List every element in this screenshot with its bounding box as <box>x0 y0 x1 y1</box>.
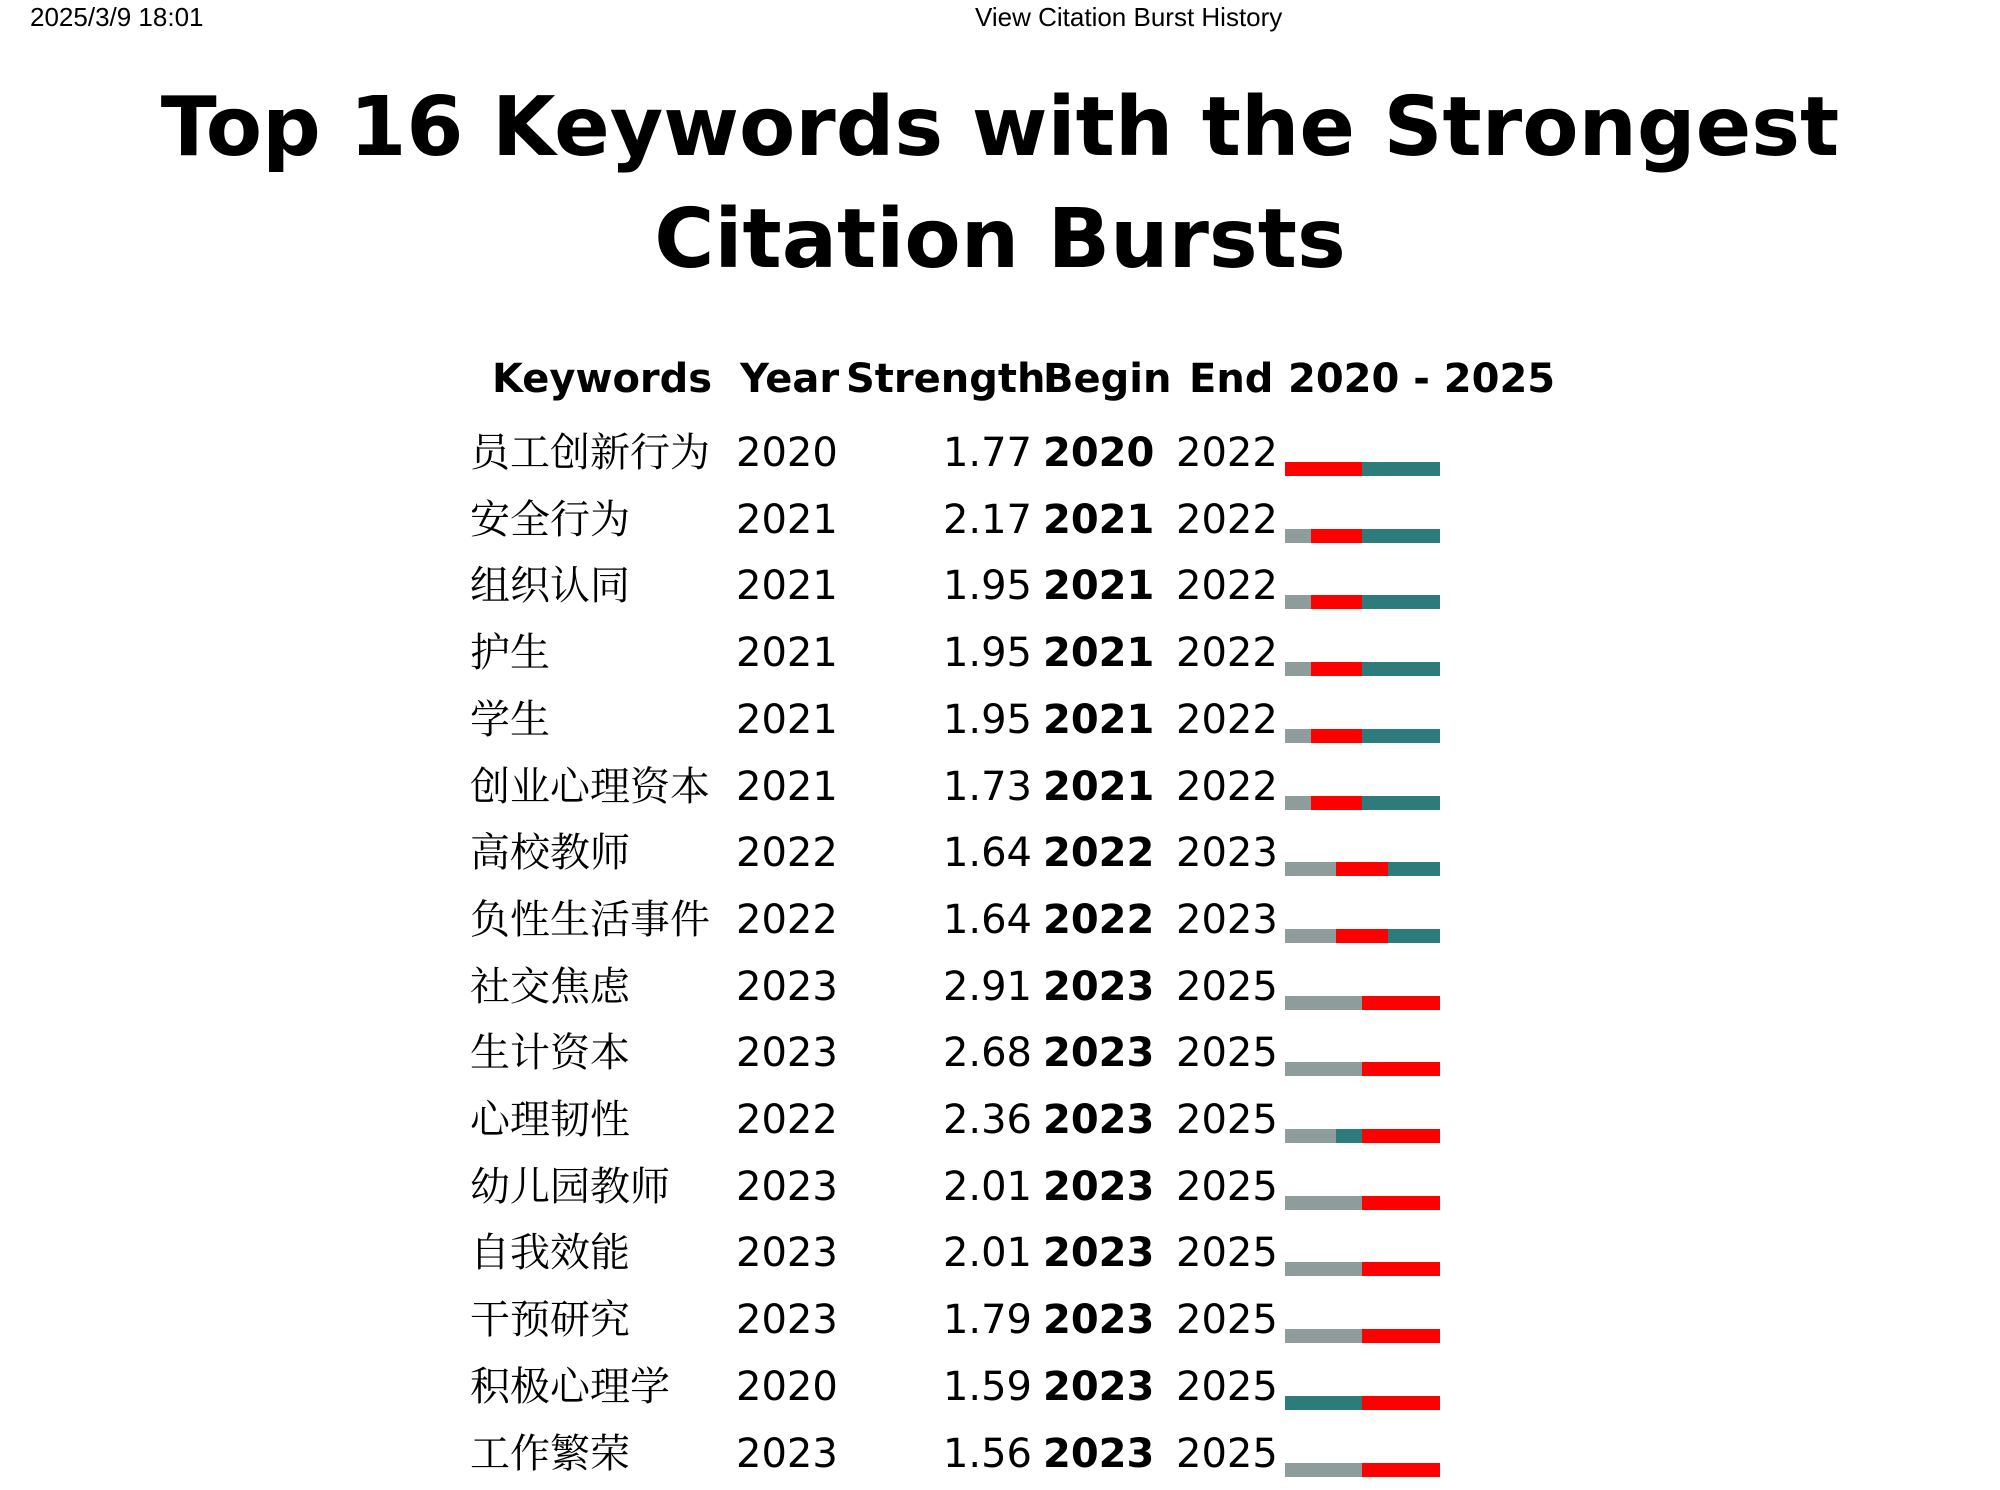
burst-segment <box>1414 1062 1440 1076</box>
burst-segment <box>1362 996 1388 1010</box>
active-segment <box>1362 729 1388 743</box>
year-cell: 2021 <box>736 496 838 543</box>
print-date: 2025/3/9 18:01 <box>30 2 204 32</box>
burst-segment <box>1388 996 1414 1010</box>
burst-segment <box>1362 1062 1388 1076</box>
keyword-cell: 安全行为 <box>470 496 630 543</box>
keyword-cell: 自我效能 <box>470 1230 630 1277</box>
end-cell: 2022 <box>1176 496 1278 543</box>
inactive-segment <box>1285 729 1311 743</box>
year-cell: 2021 <box>736 630 838 677</box>
year-cell: 2020 <box>736 1363 838 1410</box>
inactive-segment <box>1311 1129 1337 1143</box>
active-segment <box>1414 796 1440 810</box>
begin-cell: 2021 <box>1043 496 1155 543</box>
strength-cell: 1.56 <box>942 1430 1032 1477</box>
inactive-segment <box>1311 996 1337 1010</box>
burst-segment <box>1414 996 1440 1010</box>
active-segment <box>1362 529 1388 543</box>
burst-segment <box>1362 929 1388 943</box>
inactive-segment <box>1336 1463 1362 1477</box>
inactive-segment <box>1285 1262 1311 1276</box>
burst-segment <box>1388 1129 1414 1143</box>
begin-cell: 2020 <box>1043 430 1155 476</box>
active-segment <box>1414 729 1440 743</box>
keyword-cell: 学生 <box>470 696 550 743</box>
burst-segment <box>1388 1396 1414 1410</box>
year-cell: 2023 <box>736 1297 838 1344</box>
year-cell: 2022 <box>736 896 838 943</box>
strength-cell: 1.64 <box>942 896 1032 943</box>
burst-segment <box>1388 1196 1414 1210</box>
end-cell: 2025 <box>1176 963 1278 1010</box>
burst-segment <box>1388 1062 1414 1076</box>
inactive-segment <box>1285 595 1311 609</box>
column-header-end: End <box>1189 356 1274 402</box>
column-header-range: 2020 - 2025 <box>1288 356 1556 402</box>
active-segment <box>1388 862 1414 876</box>
inactive-segment <box>1336 1329 1362 1343</box>
strength-cell: 2.01 <box>942 1230 1032 1277</box>
chart-title-line-1: Top 16 Keywords with the Strongest <box>160 80 1840 175</box>
begin-cell: 2023 <box>1043 1163 1155 1210</box>
burst-segment <box>1362 1262 1388 1276</box>
active-segment <box>1336 1396 1362 1410</box>
inactive-segment <box>1285 862 1311 876</box>
strength-cell: 1.95 <box>942 563 1032 610</box>
keyword-cell: 高校教师 <box>470 830 630 877</box>
active-segment <box>1388 796 1414 810</box>
burst-segment <box>1311 729 1337 743</box>
inactive-segment <box>1311 1196 1337 1210</box>
keyword-cell: 生计资本 <box>470 1030 630 1077</box>
begin-cell: 2023 <box>1043 963 1155 1010</box>
keyword-cell: 员工创新行为 <box>470 430 710 476</box>
begin-cell: 2022 <box>1043 896 1155 943</box>
burst-segment <box>1362 1463 1388 1477</box>
burst-segment <box>1414 1396 1440 1410</box>
end-cell: 2025 <box>1176 1163 1278 1210</box>
burst-segment <box>1362 862 1388 876</box>
active-segment <box>1388 595 1414 609</box>
strength-cell: 1.73 <box>942 763 1032 810</box>
active-segment <box>1362 662 1388 676</box>
active-segment <box>1311 1396 1337 1410</box>
active-segment <box>1414 862 1440 876</box>
burst-segment <box>1362 1196 1388 1210</box>
inactive-segment <box>1285 1129 1311 1143</box>
column-header-year: Year <box>740 356 840 402</box>
burst-segment <box>1336 662 1362 676</box>
keyword-cell: 工作繁荣 <box>470 1430 630 1477</box>
end-cell: 2022 <box>1176 630 1278 677</box>
active-segment <box>1362 462 1388 476</box>
burst-segment <box>1414 1196 1440 1210</box>
year-cell: 2023 <box>736 1230 838 1277</box>
begin-cell: 2021 <box>1043 630 1155 677</box>
active-segment <box>1388 729 1414 743</box>
end-cell: 2025 <box>1176 1097 1278 1143</box>
year-cell: 2023 <box>736 1163 838 1210</box>
strength-cell: 1.95 <box>942 696 1032 743</box>
burst-segment <box>1311 462 1337 476</box>
keyword-cell: 幼儿园教师 <box>470 1163 670 1210</box>
active-segment <box>1336 1129 1362 1143</box>
strength-cell: 1.79 <box>942 1297 1032 1344</box>
year-cell: 2020 <box>736 430 838 476</box>
active-segment <box>1362 595 1388 609</box>
inactive-segment <box>1285 1062 1311 1076</box>
begin-cell: 2023 <box>1043 1363 1155 1410</box>
begin-cell: 2021 <box>1043 696 1155 743</box>
keyword-cell: 心理韧性 <box>470 1097 630 1143</box>
burst-segment <box>1388 1262 1414 1276</box>
burst-segment <box>1311 662 1337 676</box>
year-cell: 2023 <box>736 963 838 1010</box>
year-cell: 2021 <box>736 563 838 610</box>
strength-cell: 2.68 <box>942 1030 1032 1077</box>
end-cell: 2025 <box>1176 1030 1278 1077</box>
begin-cell: 2023 <box>1043 1030 1155 1077</box>
begin-cell: 2023 <box>1043 1297 1155 1344</box>
end-cell: 2023 <box>1176 830 1278 877</box>
burst-segment <box>1414 1129 1440 1143</box>
year-cell: 2021 <box>736 696 838 743</box>
strength-cell: 2.17 <box>942 496 1032 543</box>
end-cell: 2025 <box>1176 1297 1278 1344</box>
column-header-keywords: Keywords <box>492 356 713 402</box>
strength-cell: 1.77 <box>942 430 1032 476</box>
burst-segment <box>1388 1463 1414 1477</box>
strength-cell: 2.36 <box>942 1097 1032 1143</box>
chart-title <box>150 72 1850 296</box>
active-segment <box>1414 929 1440 943</box>
inactive-segment <box>1285 1463 1311 1477</box>
inactive-segment <box>1336 1196 1362 1210</box>
active-segment <box>1388 929 1414 943</box>
end-cell: 2022 <box>1176 563 1278 610</box>
inactive-segment <box>1285 662 1311 676</box>
end-cell: 2022 <box>1176 696 1278 743</box>
active-segment <box>1388 529 1414 543</box>
inactive-segment <box>1285 1329 1311 1343</box>
print-page-title: View Citation Burst History <box>975 2 1283 32</box>
inactive-segment <box>1285 996 1311 1010</box>
year-cell: 2021 <box>736 763 838 810</box>
strength-cell: 2.91 <box>942 963 1032 1010</box>
keyword-cell: 护生 <box>470 630 550 677</box>
column-header-strength: Strength <box>846 356 1046 402</box>
keyword-cell: 社交焦虑 <box>470 963 630 1010</box>
chart-title-line-2: Citation Bursts <box>654 192 1346 287</box>
strength-cell: 1.59 <box>942 1363 1032 1410</box>
burst-segment <box>1362 1129 1388 1143</box>
active-segment <box>1414 662 1440 676</box>
begin-cell: 2021 <box>1043 563 1155 610</box>
begin-cell: 2022 <box>1043 830 1155 877</box>
burst-segment <box>1362 1396 1388 1410</box>
end-cell: 2022 <box>1176 430 1278 476</box>
column-header-begin: Begin <box>1043 356 1172 402</box>
active-segment <box>1414 462 1440 476</box>
keyword-cell: 创业心理资本 <box>470 763 710 810</box>
active-segment <box>1388 662 1414 676</box>
inactive-segment <box>1336 996 1362 1010</box>
burst-segment <box>1285 462 1311 476</box>
inactive-segment <box>1311 1262 1337 1276</box>
keyword-cell: 积极心理学 <box>470 1363 670 1410</box>
strength-cell: 1.95 <box>942 630 1032 677</box>
inactive-segment <box>1285 796 1311 810</box>
burst-segment <box>1388 1329 1414 1343</box>
inactive-segment <box>1311 1062 1337 1076</box>
year-cell: 2023 <box>736 1430 838 1477</box>
year-cell: 2022 <box>736 830 838 877</box>
active-segment <box>1388 462 1414 476</box>
keyword-cell: 组织认同 <box>470 563 630 610</box>
burst-segment <box>1336 729 1362 743</box>
inactive-segment <box>1336 1262 1362 1276</box>
begin-cell: 2023 <box>1043 1097 1155 1143</box>
burst-segment <box>1336 529 1362 543</box>
burst-segment <box>1362 1329 1388 1343</box>
burst-segment <box>1336 595 1362 609</box>
active-segment <box>1285 1396 1311 1410</box>
end-cell: 2025 <box>1176 1430 1278 1477</box>
active-segment <box>1414 595 1440 609</box>
inactive-segment <box>1285 529 1311 543</box>
begin-cell: 2021 <box>1043 763 1155 810</box>
strength-cell: 1.64 <box>942 830 1032 877</box>
begin-cell: 2023 <box>1043 1230 1155 1277</box>
inactive-segment <box>1285 1196 1311 1210</box>
burst-segment <box>1414 1463 1440 1477</box>
burst-segment <box>1311 595 1337 609</box>
inactive-segment <box>1311 862 1337 876</box>
inactive-segment <box>1311 1463 1337 1477</box>
active-segment <box>1414 529 1440 543</box>
inactive-segment <box>1285 929 1311 943</box>
year-cell: 2023 <box>736 1030 838 1077</box>
keyword-cell: 负性生活事件 <box>470 896 710 943</box>
end-cell: 2025 <box>1176 1363 1278 1410</box>
inactive-segment <box>1311 1329 1337 1343</box>
burst-segment <box>1336 929 1362 943</box>
burst-segment <box>1311 529 1337 543</box>
burst-segment <box>1336 796 1362 810</box>
burst-segment <box>1414 1262 1440 1276</box>
burst-segment <box>1336 862 1362 876</box>
begin-cell: 2023 <box>1043 1430 1155 1477</box>
end-cell: 2025 <box>1176 1230 1278 1277</box>
end-cell: 2023 <box>1176 896 1278 943</box>
keyword-cell: 干预研究 <box>470 1297 630 1344</box>
inactive-segment <box>1311 929 1337 943</box>
active-segment <box>1362 796 1388 810</box>
burst-segment <box>1311 796 1337 810</box>
end-cell: 2022 <box>1176 763 1278 810</box>
burst-segment <box>1414 1329 1440 1343</box>
strength-cell: 2.01 <box>942 1163 1032 1210</box>
inactive-segment <box>1336 1062 1362 1076</box>
year-cell: 2022 <box>736 1097 838 1143</box>
burst-segment <box>1336 462 1362 476</box>
